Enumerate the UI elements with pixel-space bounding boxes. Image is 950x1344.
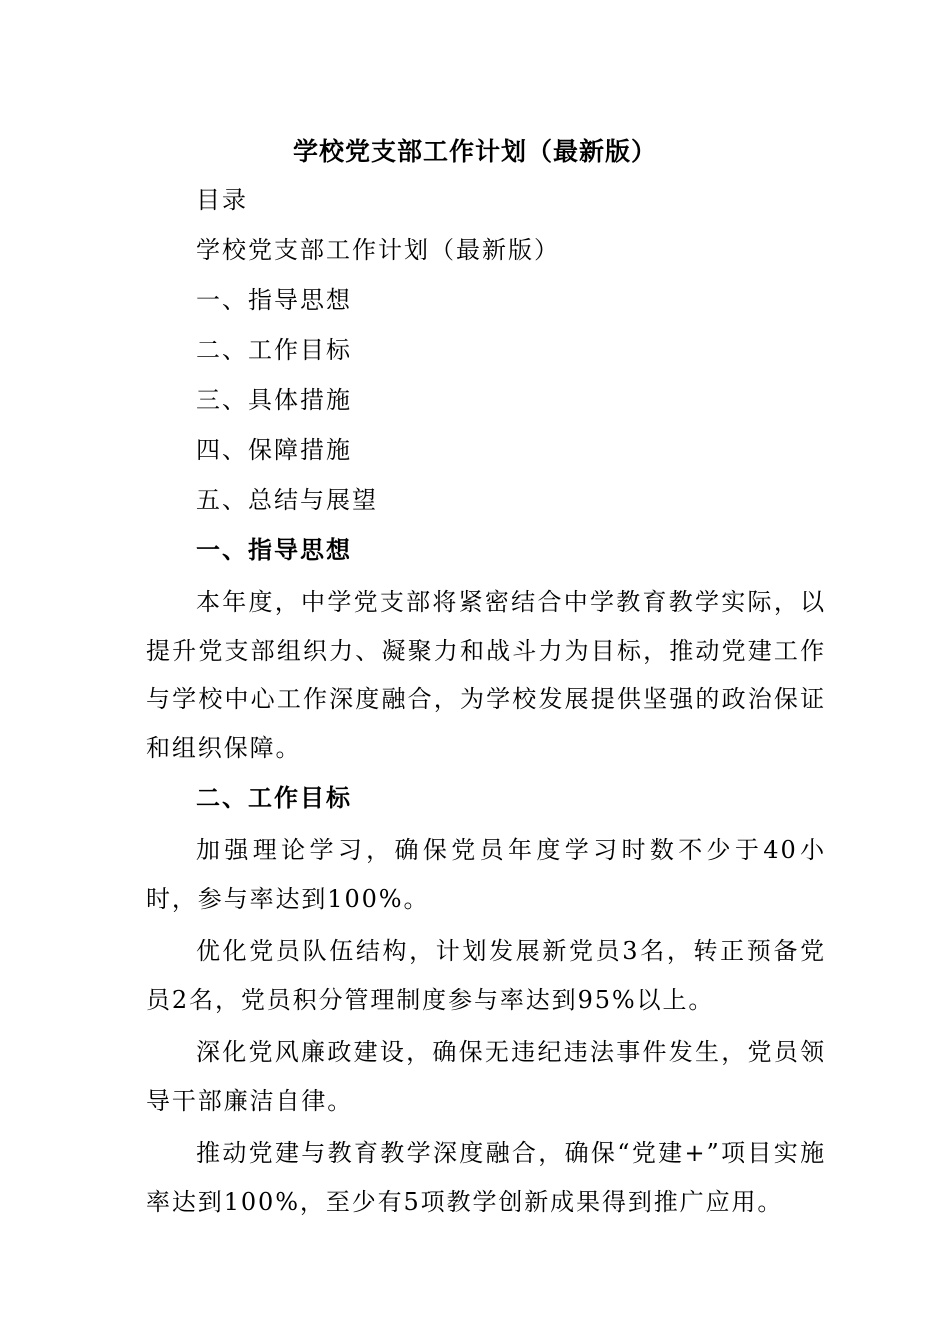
section-heading: 二、工作目标 [196,783,352,812]
toc-heading: 目录 [196,186,248,214]
body-paragraph: 优化党员队伍结构，计划发展新党员3名，转正预备党员2名，党员积分管理制度参与率达到95%以上。 [146,937,826,1014]
body-paragraph: 本年度，中学党支部将紧密结合中学教育教学实际，以提升党支部组织力、凝聚力和战斗力为目标，推动党建工作与学校中心工作深度融合，为学校发展提供坚强的政治保证和组织保障。 [146,588,826,762]
section-heading: 一、指导思想 [196,535,352,564]
document-body [146,528,826,1230]
table-of-contents [196,178,836,528]
body-paragraph: 加强理论学习，确保党员年度学习时数不少于40小时，参与率达到100%。 [146,836,826,913]
toc-item: 四、保障措施 [196,436,352,464]
document-title: 学校党支部工作计划（最新版） [292,137,657,166]
toc-item: 一、指导思想 [196,286,352,314]
toc-item: 五、总结与展望 [196,486,378,514]
toc-item: 三、具体措施 [196,386,352,414]
body-paragraph: 深化党风廉政建设，确保无违纪违法事件发生，党员领导干部廉洁自律。 [146,1038,826,1115]
toc-item: 二、工作目标 [196,336,352,364]
body-paragraph: 推动党建与教育教学深度融合，确保“党建+”项目实施率达到100%，至少有5项教学创新成果得到推广应用。 [146,1139,826,1216]
toc-item: 学校党支部工作计划（最新版） [196,236,560,264]
